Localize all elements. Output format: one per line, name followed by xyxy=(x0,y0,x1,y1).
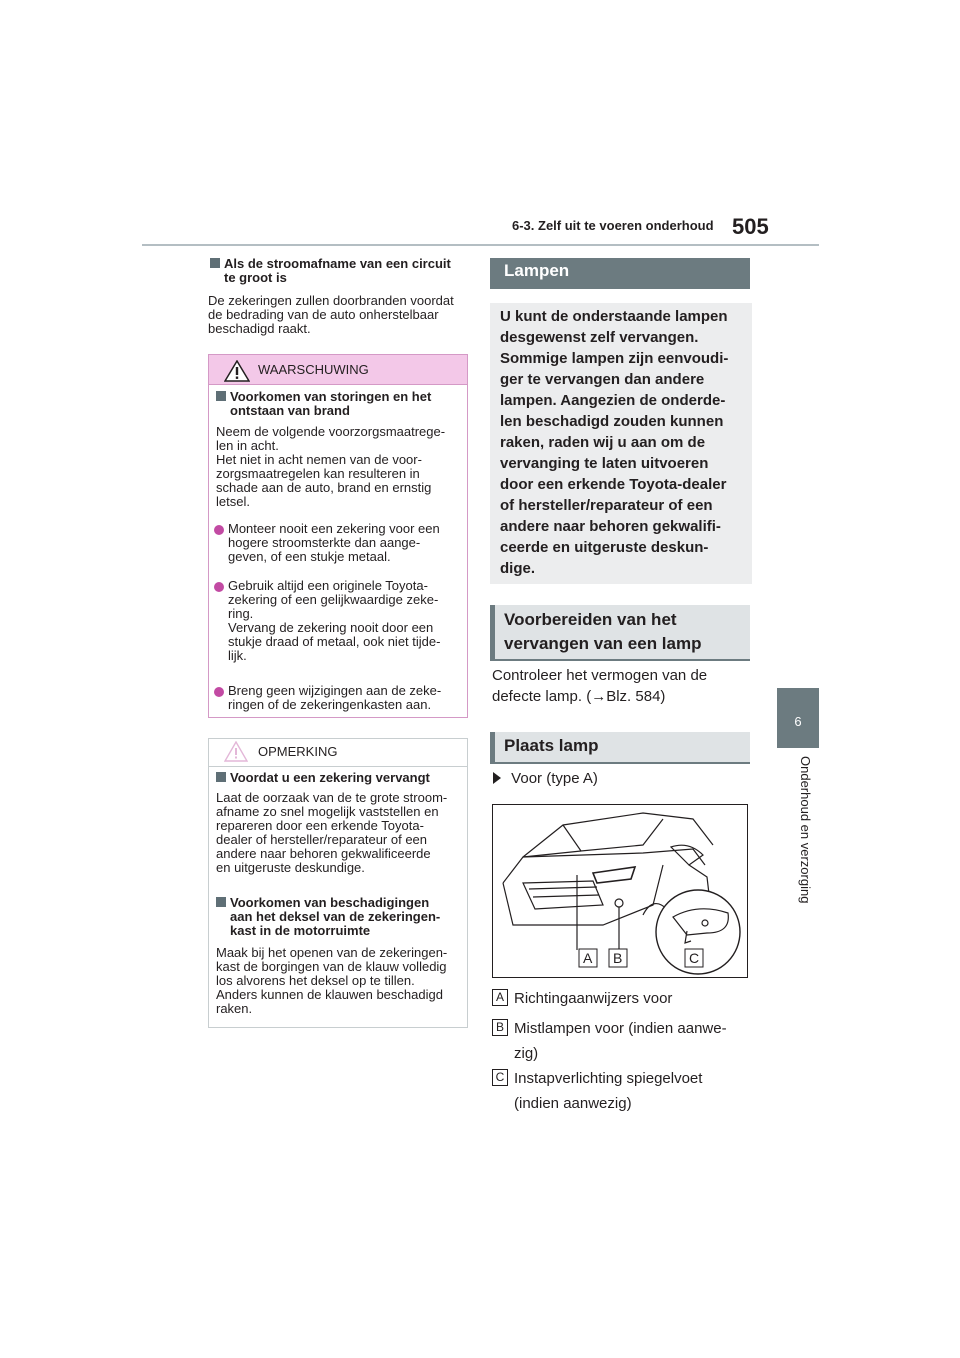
notice-divider xyxy=(209,766,467,767)
warning-bullet: Breng geen wijzigingen aan de zeke- ringen of de zekeringenkasten aan. xyxy=(214,684,466,712)
caution-triangle-icon xyxy=(224,741,248,762)
chapter-number: 6 xyxy=(794,714,802,729)
warning-title: WAARSCHUWING xyxy=(258,362,369,377)
warning-bullet: Gebruik altijd een originele Toyota- zekering of een gelijkwaardige zeke- ring. Vervang de zekering nooit door een stukje draad of metaal, ook niet tijde- lijk. xyxy=(214,579,466,663)
callout-b: B Mistlampen voor (indien aanwe- zig) xyxy=(492,1016,750,1064)
notice-heading: Voorkomen van beschadigingen aan het deksel van de zekeringen- kast in de motorruimte xyxy=(216,896,466,938)
warning-divider xyxy=(209,384,467,385)
variant-label: Voor (type A) xyxy=(493,768,598,789)
chapter-title: Onderhoud en verzorging xyxy=(798,756,813,904)
square-bullet-icon xyxy=(216,897,226,907)
car-drawing xyxy=(493,805,747,977)
section-heading-voorbereiden: Voorbereiden van het vervangen van een lamp xyxy=(490,605,750,661)
notice-title: OPMERKING xyxy=(258,744,338,759)
notice-body: Maak bij het openen van de zekeringen- kast de borgingen van de klauw volledig los alvorens het deksel op te tillen. Anders kunnen de klauwen beschadigd raken. xyxy=(216,945,448,1016)
callout-c: C Instapverlichting spiegelvoet (indien aanwezig) xyxy=(492,1066,750,1114)
warning-heading: Voorkomen van storingen en het ontstaan van brand xyxy=(216,390,466,418)
square-bullet-icon xyxy=(216,391,226,401)
page-number: 505 xyxy=(732,214,769,239)
callout-a-label: A xyxy=(583,950,593,966)
section-title: 6-3. Zelf uit te voeren onderhoud xyxy=(512,218,714,233)
callout-b-label: B xyxy=(613,950,623,966)
section-heading-lampen: Lampen xyxy=(490,258,750,289)
callout-a: A Richtingaanwijzers voor xyxy=(492,986,750,1009)
lampen-intro: U kunt de onderstaande lampen desgewenst zelf vervangen. Sommige lampen zijn eenvoudi- ger te vervangen dan andere lampen. Aangezien de onderde- len beschadigd zouden kunnen raken, raden wij u aan om de vervanging te laten uitvoeren door een erkende Toyota-dealer of hersteller/reparateur of een andere naar behoren gekwalifi- ceerde en uitgeruste deskun- dige. xyxy=(500,308,729,577)
intro-heading: Als de stroomafname van een circuit te groot is xyxy=(210,257,472,285)
callout-c-box: C xyxy=(492,1069,508,1086)
triangle-pointer-icon xyxy=(493,772,501,784)
callout-b-box: B xyxy=(492,1019,508,1036)
voorbereiden-body: Controleer het vermogen van de defecte lamp. (→Blz. 584) xyxy=(492,667,708,705)
car-front-illustration xyxy=(492,804,748,978)
notice-heading: Voordat u een zekering vervangt xyxy=(216,771,466,785)
warning-body: Neem de volgende voorzorgsmaatrege- len in acht. Het niet in acht nemen van de voor- zorgsmaatregelen kan resulteren in schade aan de auto, brand en ernstig letsel. xyxy=(216,424,446,509)
callout-c-label: C xyxy=(689,950,700,966)
warning-bullet: Monteer nooit een zekering voor een hogere stroomsterkte dan aange- geven, of een stukje metaal. xyxy=(214,522,466,564)
square-bullet-icon xyxy=(216,772,226,782)
intro-body: De zekeringen zullen doorbranden voordat de bedrading van de auto onherstelbaar beschadigd raakt. xyxy=(208,293,454,336)
bullet-dot-icon xyxy=(214,687,224,697)
square-bullet-icon xyxy=(210,258,220,268)
header-rule xyxy=(142,244,819,246)
bullet-dot-icon xyxy=(214,582,224,592)
notice-body: Laat de oorzaak van de te grote stroom- afname zo snel mogelijk vaststellen en repareren door een erkende Toyota- dealer of hersteller/reparateur of een andere naar behoren gekwalificeerde en uitgeruste deskundige. xyxy=(216,790,448,875)
callout-a-box: A xyxy=(492,989,508,1006)
bullet-dot-icon xyxy=(214,525,224,535)
warning-triangle-icon xyxy=(224,360,250,382)
section-heading-plaats-lamp: Plaats lamp xyxy=(490,732,750,764)
